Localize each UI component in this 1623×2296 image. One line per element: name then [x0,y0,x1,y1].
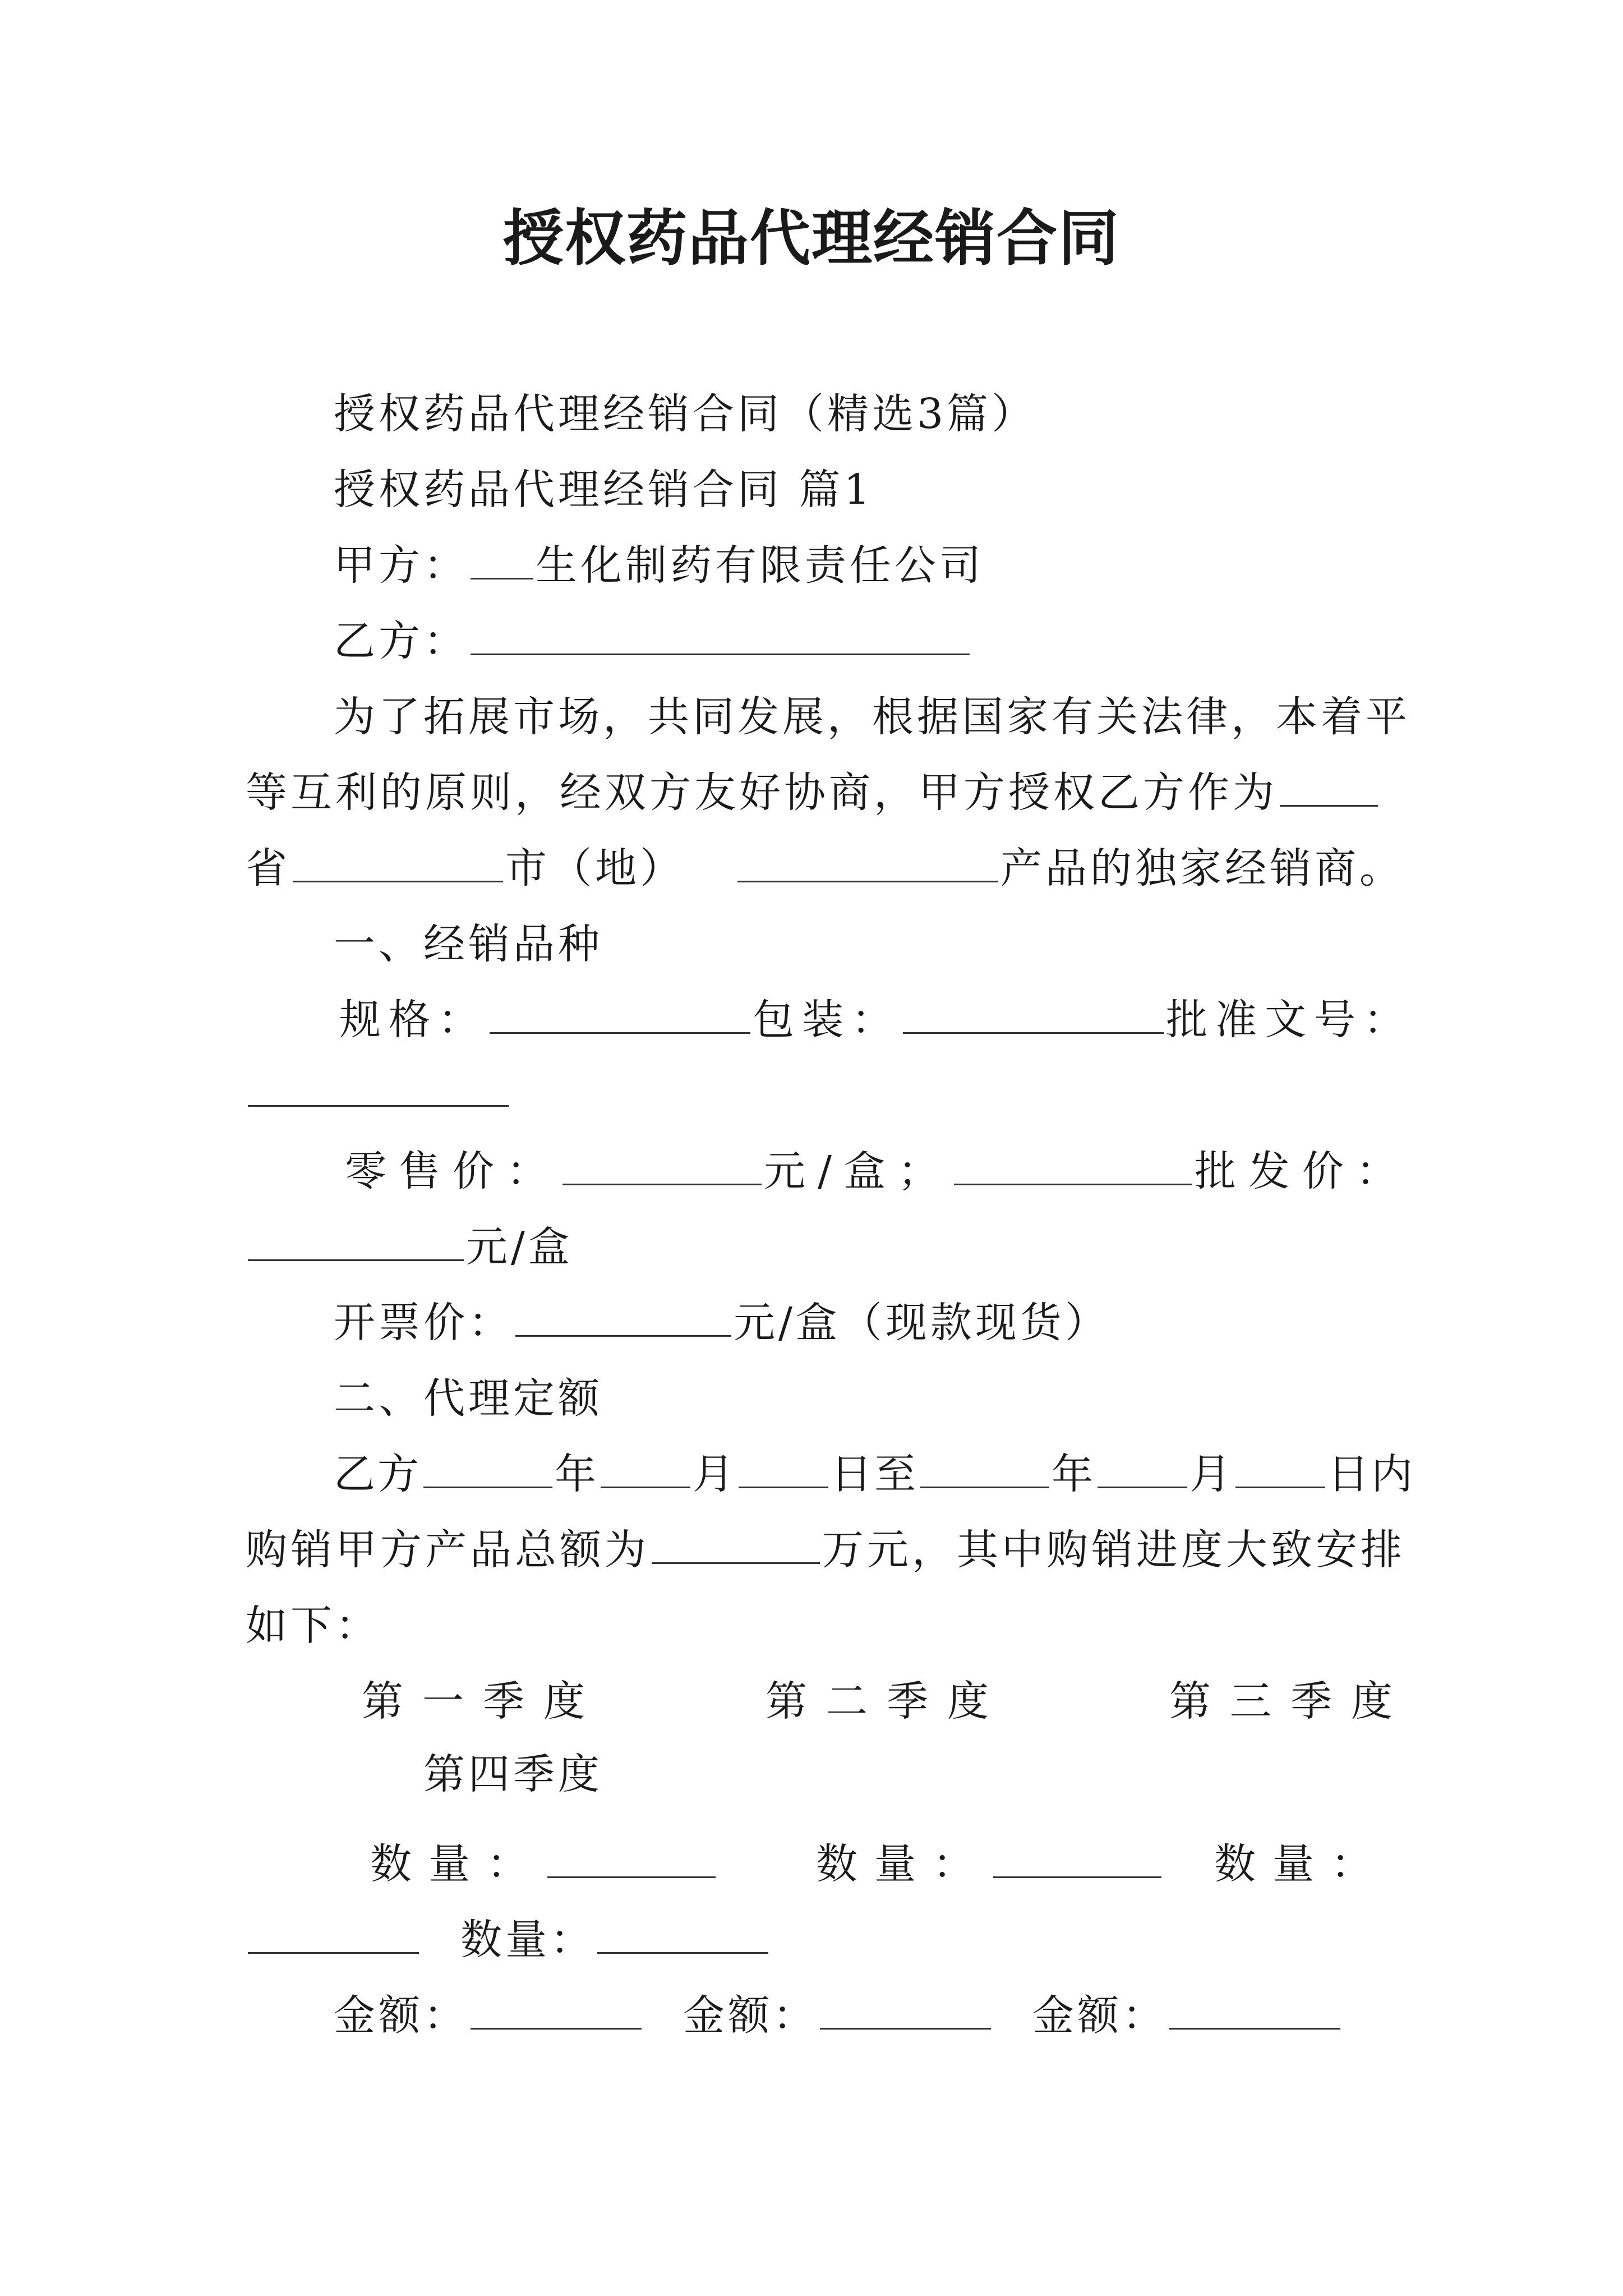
approval-blank-line [246,1065,511,1121]
wholesale-value-line: 元/盒 [246,1219,573,1275]
spec-label: 规格： [339,996,487,1044]
invoice-label: 开票价： [334,1299,513,1347]
amount-q1-blank [471,1994,642,2030]
qty-q2-blank [993,1843,1161,1878]
retail-line: 零售价： 元/盒； 批发价： [345,1147,1410,1195]
qty-q3-blank [248,1918,419,1954]
spec-line [339,992,1413,1048]
amount-q2-blank [820,1994,991,2030]
start-day-blank [739,1453,828,1488]
intro-line-3: 省 市（地） 产品的独家经销商。 [246,844,1404,892]
quarter-q2: 第二季度 [766,1677,1008,1726]
party-b-blank [471,620,970,655]
invoice-line: 开票价： 元/盒（现款现货） [334,1299,1110,1347]
quarter-q4: 第四季度 [423,1750,603,1798]
amount-q3-blank [1169,1994,1340,2030]
quota-line-1: 乙方 年 月 日至 年 月 日内 [334,1450,1415,1498]
section-heading: 授权药品代理经销合同 篇1 [334,466,874,514]
party-a-line [334,537,984,593]
document-title: 授权药品代理经销合同 [502,203,1120,274]
party-b-line [334,613,972,669]
invoice-blank [515,1301,731,1337]
qty-q4-line: 数量： [246,1912,771,1968]
start-month-blank [601,1453,690,1488]
pack-blank [903,999,1164,1034]
amount-line: 金额： 金额： 金额： [334,1987,1343,2044]
qty-q4-blank [597,1918,768,1954]
document-subtitle: 授权药品代理经销合同（精选3篇） [334,390,1037,438]
pack-label: 包装： [753,996,901,1044]
end-day-blank [1235,1453,1325,1488]
province-blank [1280,771,1378,807]
start-year-blank [423,1453,552,1488]
party-b-label: 乙方： [334,617,468,665]
intro-line-2: 等互利的原则，经双方友好协商，甲方授权乙方作为 [246,765,1380,821]
party-a-blank [471,544,533,579]
quarter-q1: 第一季度 [362,1677,604,1726]
wholesale-label: 批发价： [1194,1147,1410,1195]
product-blank [737,847,998,882]
quota-line-2: 购销甲方产品总额为 万元，其中购销进度大致安排 [246,1526,1405,1574]
intro-line-1: 为了拓展市场，共同发展，根据国家有关法律，本着平 [334,693,1410,741]
qty-q3-label: 数量： [1214,1840,1389,1888]
wholesale-prefix-blank [954,1150,1192,1185]
section-1-title: 一、经销品种 [334,920,603,968]
end-month-blank [1098,1453,1187,1488]
approval-label: 批准文号： [1166,996,1413,1044]
quarter-q3: 第三季度 [1169,1677,1412,1726]
section-2-title: 二、代理定额 [334,1374,603,1423]
party-a-name: 生化制药有限责任公司 [536,541,984,590]
retail-blank [562,1150,762,1185]
total-amount-blank [652,1529,820,1564]
end-year-blank [920,1453,1049,1488]
qty-q2-line: 数量： [816,1836,1164,1892]
party-a-label: 甲方： [334,541,468,590]
city-blank [293,847,503,882]
retail-label: 零售价： [345,1147,560,1195]
qty-q1-blank [547,1843,716,1878]
approval-blank [248,1071,509,1107]
wholesale-blank [248,1226,464,1261]
spec-blank [490,999,750,1034]
quota-line-3: 如下： [246,1602,380,1650]
qty-q1-line: 数量： [370,1836,718,1892]
